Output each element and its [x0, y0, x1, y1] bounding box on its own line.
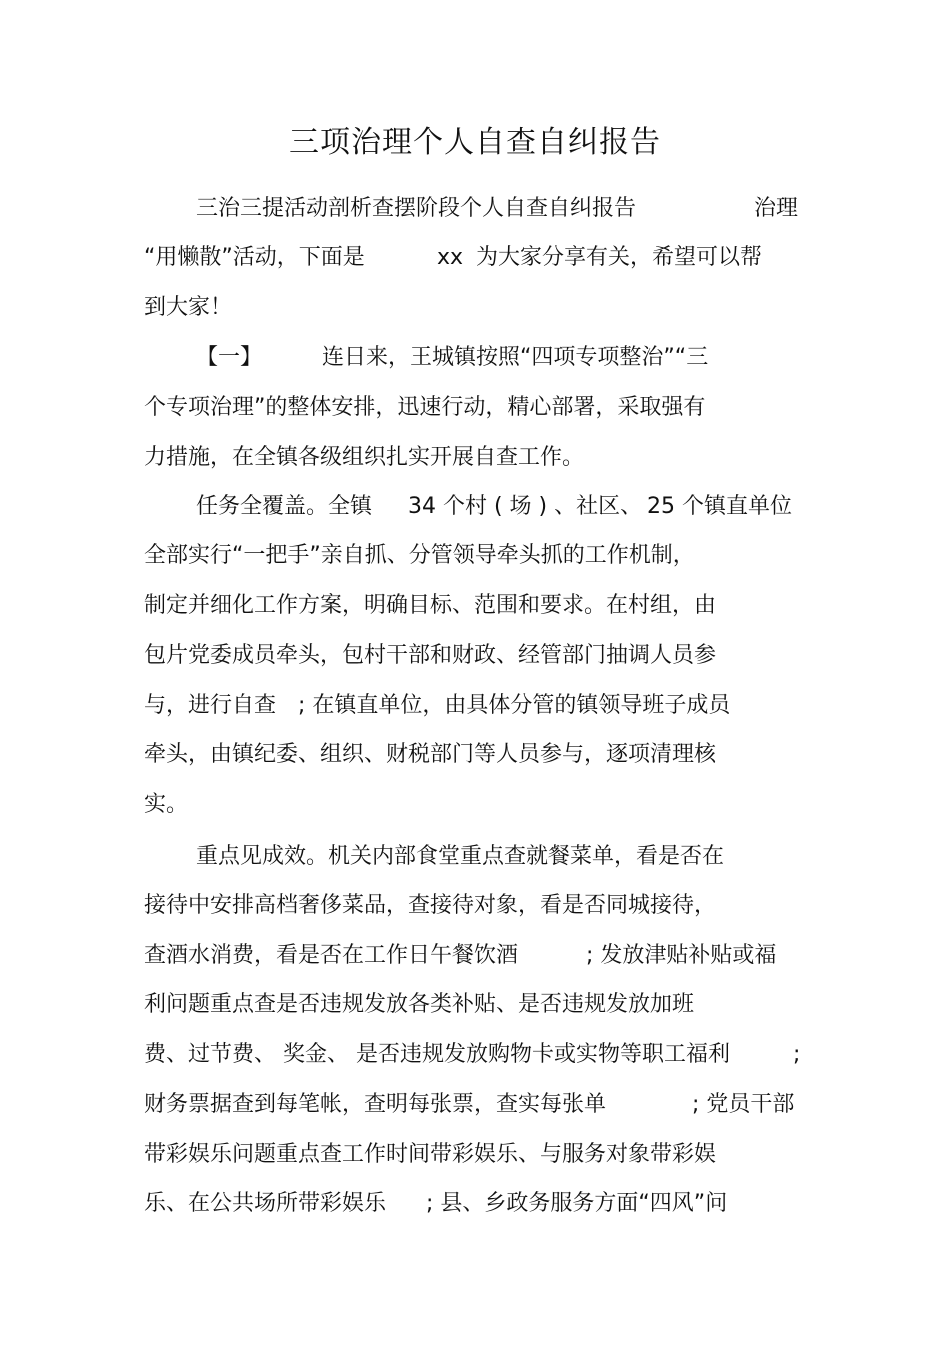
text-segment: 查酒水消费，看是否在工作日午餐饮酒 [144, 943, 519, 968]
text-line [0, 891, 950, 921]
document-title: 三项治理个人自查自纠报告 [289, 125, 661, 160]
text-segment: 实。 [144, 792, 189, 817]
text-segment: 到大家！ [144, 295, 233, 320]
text-segment: ; 在镇直单位，由具体分管的镇领导班子成员 [298, 693, 731, 718]
text-segment: 与，进行自查 [144, 693, 277, 718]
text-segment: 全部实行“一把手”亲自抓、分管领导牵头抓的工作机制， [144, 543, 695, 568]
text-segment: 财务票据查到每笔帐，查明每张票，查实每张单 [144, 1092, 607, 1117]
text-segment: 费、过节费、 奖金、 是否违规发放购物卡或实物等职工福利 [144, 1042, 730, 1067]
text-segment: 25 个镇直单位 [647, 494, 792, 519]
text-segment: ; 党员干部 [692, 1092, 795, 1117]
text-segment: ; 县、乡政务服务方面“四风”问 [426, 1191, 728, 1216]
text-line [0, 641, 950, 671]
text-segment: xx [437, 245, 464, 270]
text-segment: 制定并细化工作方案，明确目标、范围和要求。在村组，由 [144, 593, 717, 618]
section-marker: 【一】 [196, 345, 263, 370]
text-segment: ; 发放津贴补贴或福 [586, 943, 777, 968]
text-line [0, 492, 950, 522]
text-line [0, 293, 950, 323]
text-line [0, 343, 950, 373]
text-line [0, 1040, 950, 1070]
text-line [0, 1189, 950, 1219]
text-line [0, 990, 950, 1020]
text-segment: ; [793, 1042, 801, 1067]
text-segment: 利问题重点查是否违规发放各类补贴、是否违规发放加班 [144, 992, 695, 1017]
text-line [0, 541, 950, 571]
text-segment: 治理 [754, 196, 799, 221]
text-line [0, 941, 950, 971]
text-line [0, 591, 950, 621]
text-line [0, 790, 950, 820]
text-line [0, 443, 950, 473]
text-line [0, 1140, 950, 1170]
text-line [0, 243, 950, 273]
text-segment: 牵头，由镇纪委、组织、财税部门等人员参与，逐项清理核 [144, 742, 717, 767]
text-line [0, 740, 950, 770]
text-segment: 接待中安排高档奢侈菜品，查接待对象，看是否同城接待， [144, 893, 717, 918]
text-segment: 连日来，王城镇按照“四项专项整治”“三 [322, 345, 709, 370]
text-segment: 力措施，在全镇各级组织扎实开展自查工作。 [144, 445, 585, 470]
text-line [0, 393, 950, 423]
text-segment: 34 个村 ( 场 ) 、社区、 [408, 494, 643, 519]
text-line [0, 691, 950, 721]
text-segment: 乐、在公共场所带彩娱乐 [144, 1191, 387, 1216]
text-segment: 包片党委成员牵头，包村干部和财政、经管部门抽调人员参 [144, 643, 717, 668]
text-segment: 带彩娱乐问题重点查工作时间带彩娱乐、与服务对象带彩娱 [144, 1142, 717, 1167]
text-segment: 重点见成效。机关内部食堂重点查就餐菜单，看是否在 [196, 844, 725, 869]
text-line [0, 1090, 950, 1120]
text-segment: 三治三提活动剖析查摆阶段个人自查自纠报告 [196, 196, 637, 221]
text-segment: “用懒散”活动，下面是 [144, 245, 365, 270]
text-line [0, 194, 950, 224]
text-segment: 为大家分享有关，希望可以帮 [476, 245, 763, 270]
text-segment: 个专项治理”的整体安排，迅速行动，精心部署，采取强有 [144, 395, 706, 420]
text-segment: 任务全覆盖。全镇 [196, 494, 373, 519]
text-line [0, 842, 950, 872]
